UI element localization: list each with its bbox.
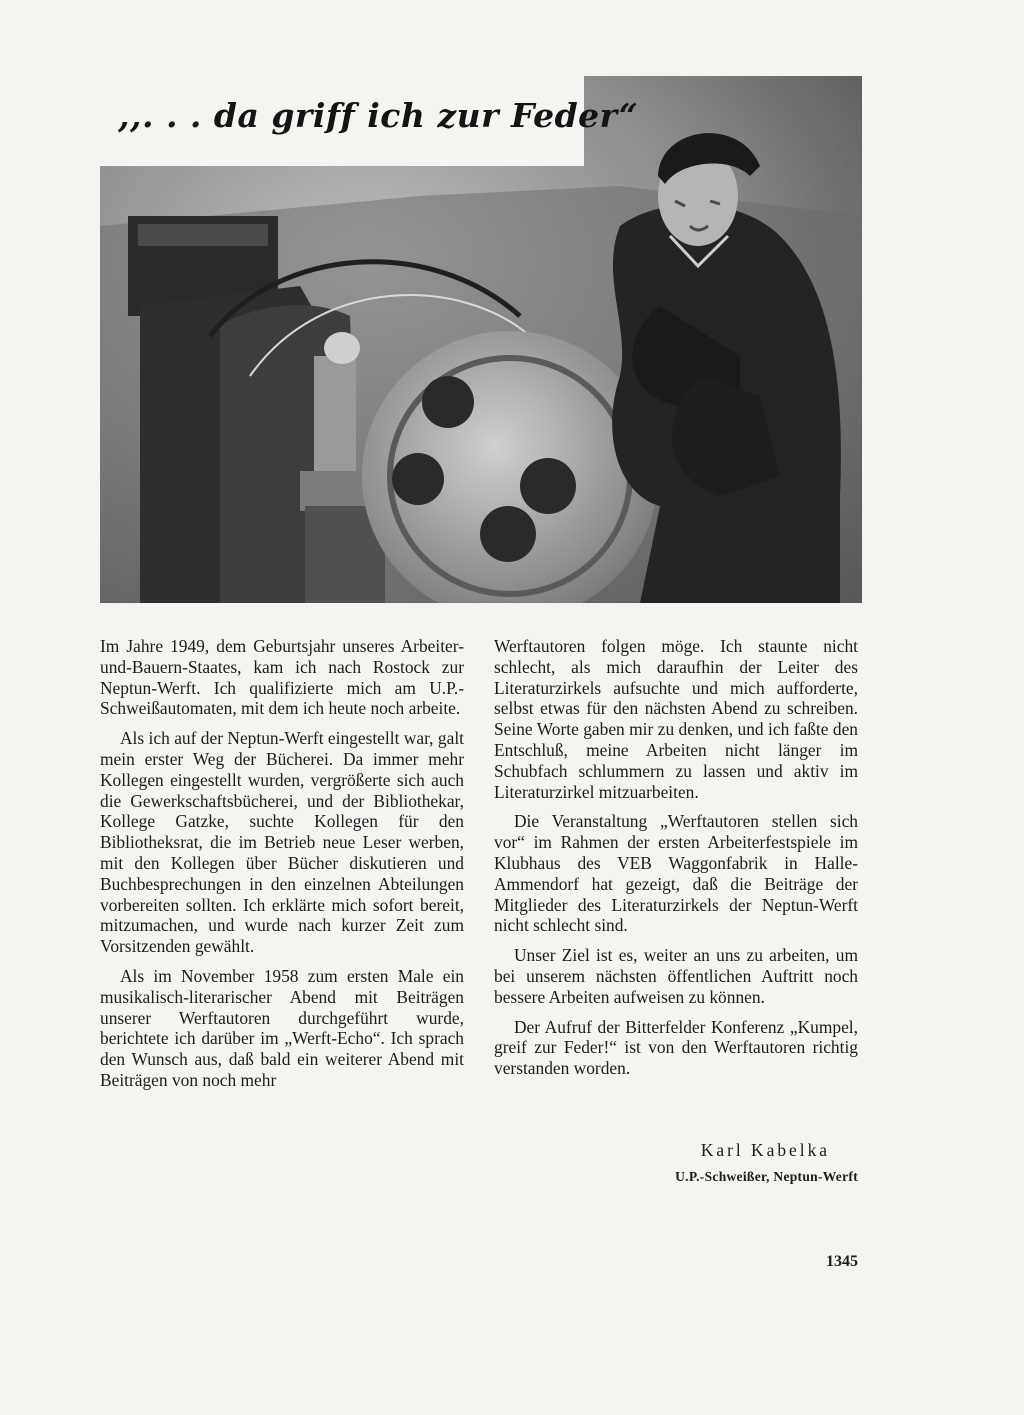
- paragraph: Unser Ziel ist es, weiter an uns zu arbeiten, um bei unserem nächsten öffentlichen Auftritt noch bessere Arbeiten aufweisen zu können.: [494, 945, 858, 1007]
- article-title: ,,. . . da griff ich zur Feder“: [118, 96, 639, 135]
- paragraph: Im Jahre 1949, dem Geburtsjahr unseres Arbeiter-und-Bauern-Staates, kam ich nach Rostock zur Neptun-Werft. Ich qualifizierte mich am U.P.-Schweißautomaten, mit dem ich heute noch arbeite.: [100, 636, 464, 719]
- right-column: [494, 636, 858, 1088]
- paragraph: Der Aufruf der Bitterfelder Konferenz „Kumpel, greif zur Feder!“ ist von den Werftautoren richtig verstanden worden.: [494, 1016, 858, 1079]
- paragraph: Als ich auf der Neptun-Werft eingestellt war, galt mein erster Weg der Bücherei. Da immer mehr Kollegen eingestellt wurden, vergrößerte sich auch die Gewerkschaftsbücherei, und der Bibliothekar, Kollege Gatzke, suchte Kollegen für den Bibliotheksrat, die im Betrieb neue Leser werben, mit den Kollegen über Bücher diskutieren und Buchbesprechungen in den einzelnen Abteilungen vorbereiten sollten. Ich erklärte mich sofort bereit, mitzumachen, und wurde nach kurzer Zeit zum Vorsitzenden gewählt.: [100, 728, 464, 957]
- page-number: 1345: [826, 1253, 858, 1270]
- left-column: [100, 636, 464, 1100]
- signature-block: [494, 1140, 858, 1185]
- paragraph: Die Veranstaltung „Werftautoren stellen sich vor“ im Rahmen der ersten Arbeiterfestspiele im Klubhaus des VEB Waggonfabrik in Halle-Ammendorf hat gezeigt, daß die Beiträge der Mitglieder des Literaturzirkels der Neptun-Werft nicht schlecht sind.: [494, 811, 858, 936]
- author-name: Karl Kabelka: [700, 1140, 830, 1160]
- paragraph: Als im November 1958 zum ersten Male ein musikalisch-literarischer Abend mit Beiträgen unserer Werftautoren durchgeführt wurde, berichtete ich darüber im „Werft-Echo“. Ich sprach den Wunsch aus, daß bald ein weiterer Abend mit Beiträgen von noch mehr: [100, 965, 464, 1090]
- paragraph: Werftautoren folgen möge. Ich staunte nicht schlecht, als mich daraufhin der Leiter des Literaturzirkels aufsuchte und mich aufforderte, selbst etwas für den nächsten Abend zu schreiben. Seine Worte gaben mir zu denken, und ich faßte den Entschluß, meine Arbeiten nicht länger im Schubfach schlummern zu lassen und aktiv im Literaturzirkel mitzuarbeiten.: [494, 636, 858, 802]
- author-affiliation: U.P.-Schweißer, Neptun-Werft: [675, 1169, 858, 1184]
